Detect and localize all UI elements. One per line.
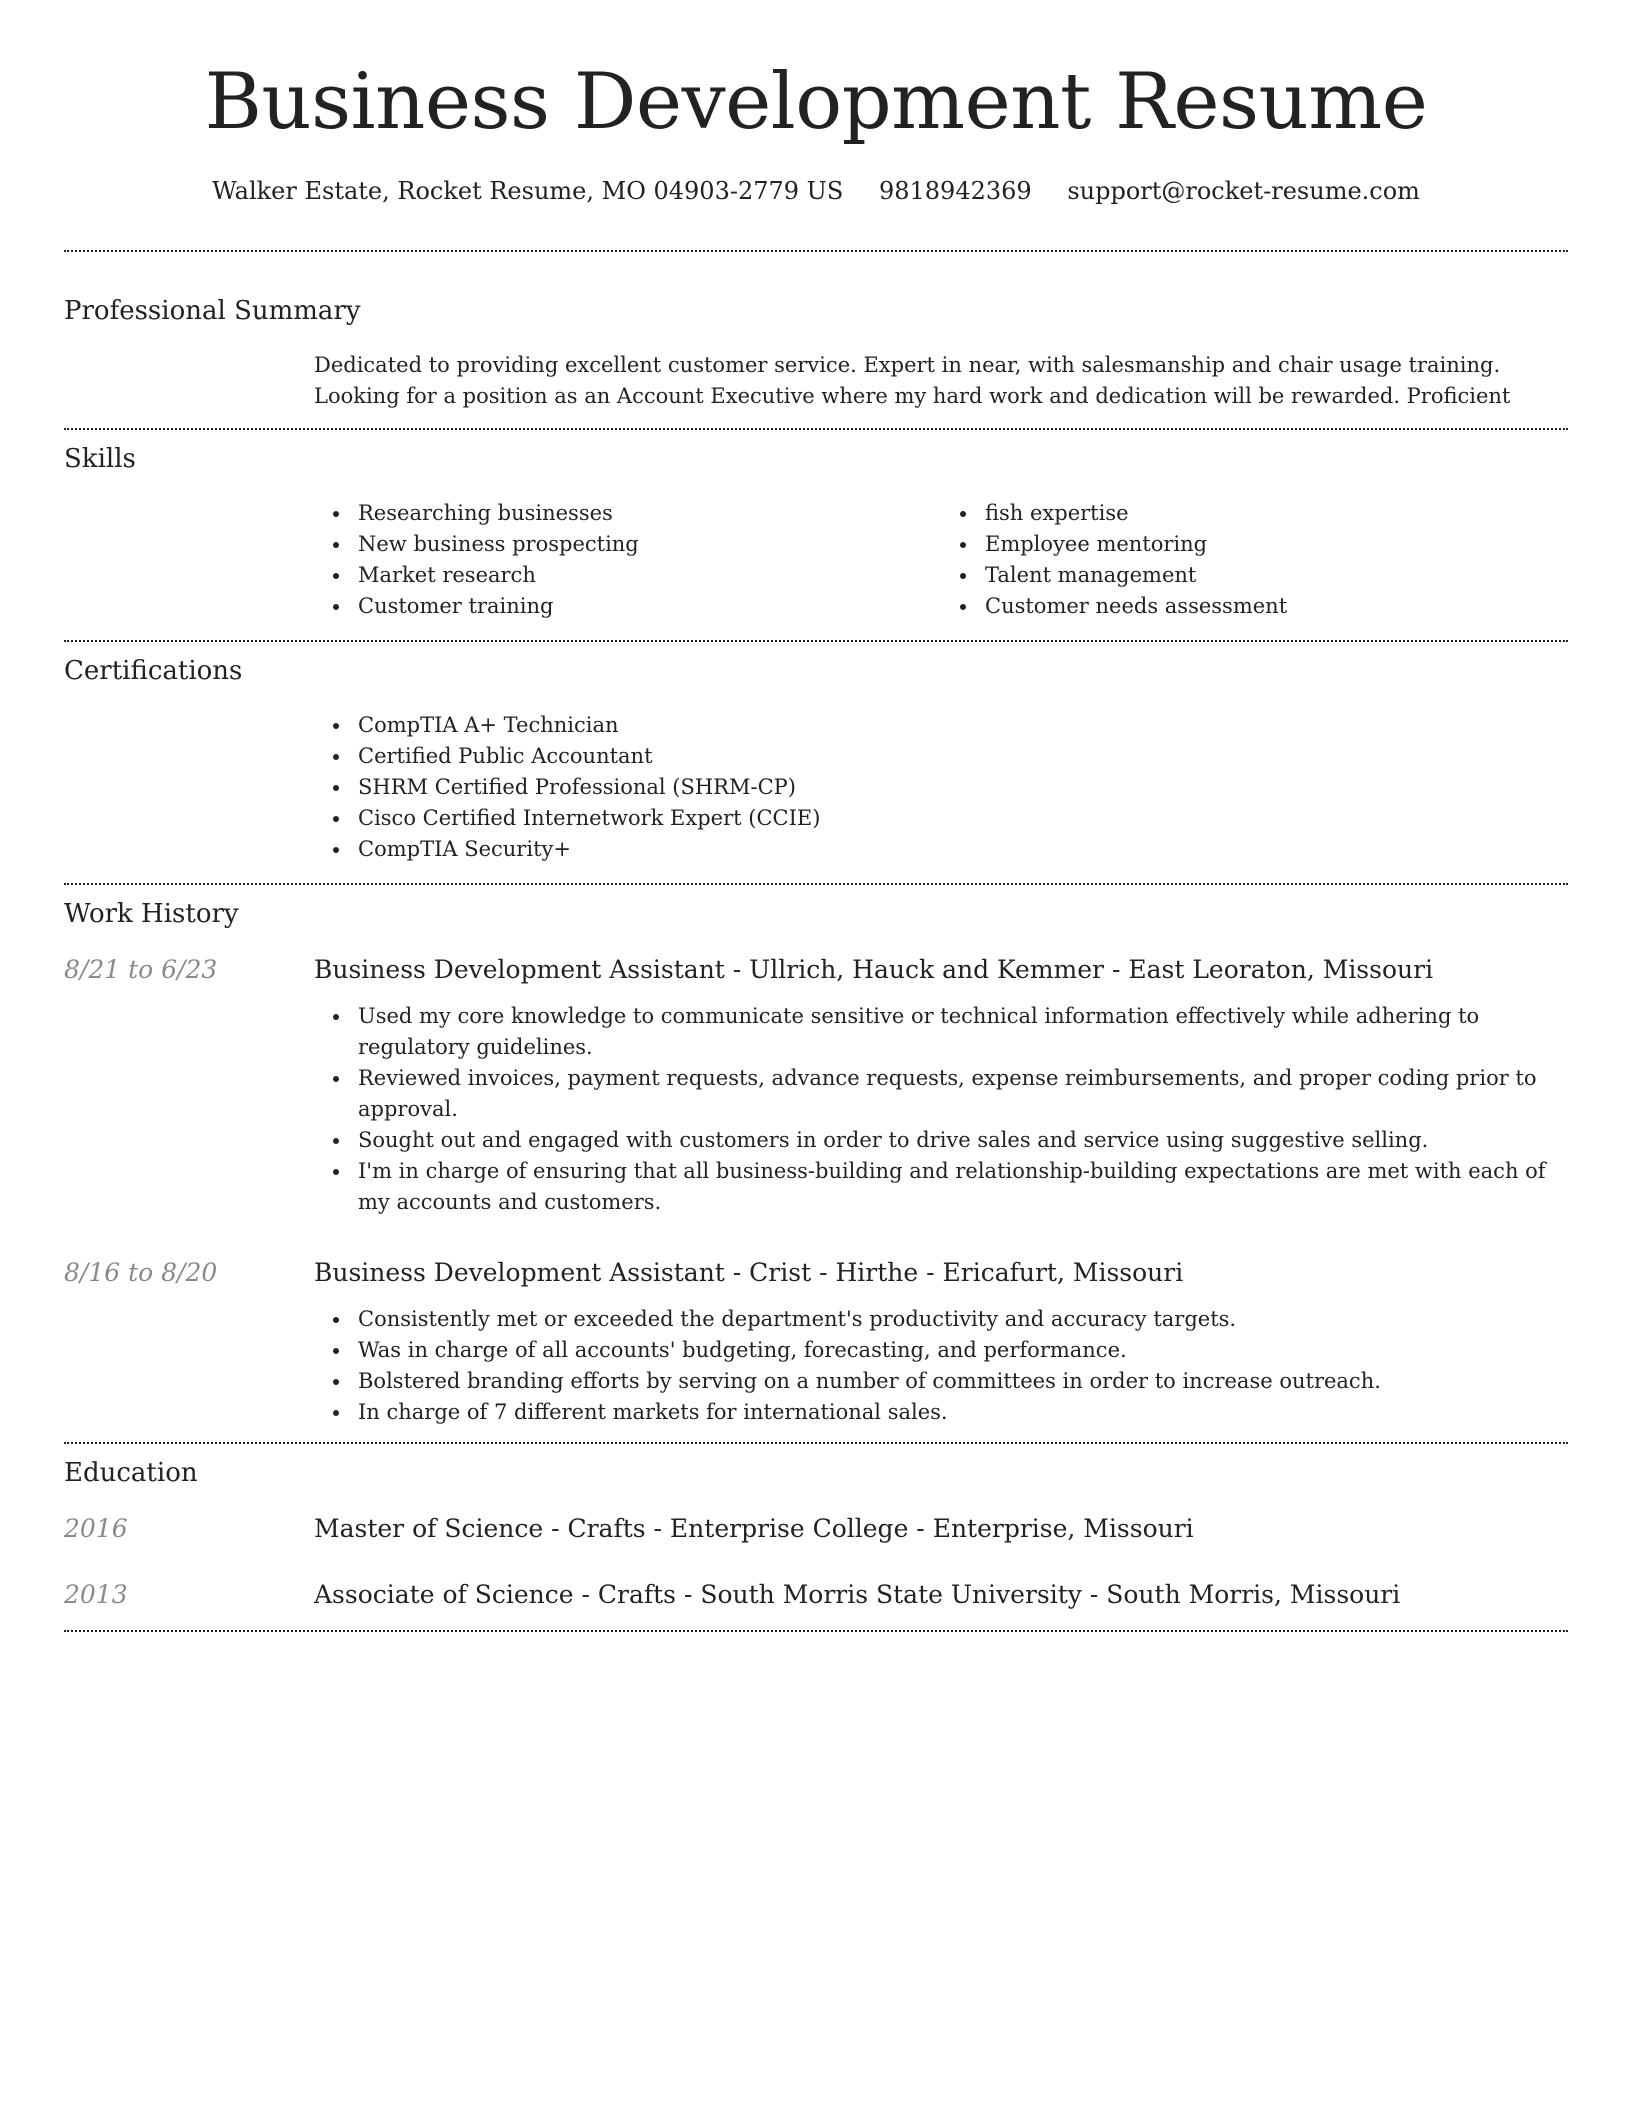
list-item: I'm in charge of ensuring that all business-building and relationship-building expectations are met with each of my accounts and customers. <box>358 1156 1568 1218</box>
section-title-work: Work History <box>64 899 239 929</box>
contact-info <box>64 174 1568 208</box>
skills-section <box>64 430 1568 640</box>
job-bullets <box>314 1001 1568 1218</box>
job-body <box>314 953 1568 1218</box>
list-item: In charge of 7 different markets for international sales. <box>358 1397 1568 1428</box>
job-heading: Business Development Assistant - Ullrich, Hauck and Kemmer - East Leoraton, Missouri <box>314 955 1434 984</box>
certifications-list <box>314 710 1568 865</box>
education-entry <box>64 1578 1568 1612</box>
list-item: Reviewed invoices, payment requests, advance requests, expense reimbursements, and proper coding prior to approval. <box>358 1063 1568 1125</box>
section-title-summary: Professional Summary <box>64 296 361 326</box>
list-item: New business prospecting <box>358 529 941 560</box>
list-item: Customer needs assessment <box>985 591 1568 622</box>
list-item: Consistently met or exceeded the department's productivity and accuracy targets. <box>358 1304 1568 1335</box>
list-item: Market research <box>358 560 941 591</box>
list-item: SHRM Certified Professional (SHRM-CP) <box>358 772 1568 803</box>
certifications-section <box>64 642 1568 883</box>
education-section <box>64 1444 1568 1630</box>
contact-phone: 9818942369 <box>878 177 1032 205</box>
education-heading: Master of Science - Crafts - Enterprise College - Enterprise, Missouri <box>314 1514 1194 1543</box>
list-item: Certified Public Accountant <box>358 741 1568 772</box>
list-item: CompTIA A+ Technician <box>358 710 1568 741</box>
list-item: Was in charge of all accounts' budgeting, forecasting, and performance. <box>358 1335 1568 1366</box>
education-heading: Associate of Science - Crafts - South Morris State University - South Morris, Missouri <box>314 1580 1401 1609</box>
section-title-education: Education <box>64 1458 198 1488</box>
list-item: Bolstered branding efforts by serving on a number of committees in order to increase outreach. <box>358 1366 1568 1397</box>
education-year: 2016 <box>64 1514 128 1543</box>
skills-list-right <box>941 498 1568 622</box>
section-title-certifications: Certifications <box>64 656 243 686</box>
certifications-content <box>314 710 1568 865</box>
contact-address: Walker Estate, Rocket Resume, MO 04903-2779 US <box>212 177 844 205</box>
section-title-skills: Skills <box>64 444 136 474</box>
list-item: Customer training <box>358 591 941 622</box>
divider <box>64 1630 1568 1632</box>
list-item: fish expertise <box>985 498 1568 529</box>
education-year: 2013 <box>64 1580 128 1609</box>
skills-grid <box>314 498 1568 622</box>
job-dates: 8/21 to 6/23 <box>64 955 218 984</box>
list-item: Talent management <box>985 560 1568 591</box>
contact-email: support@rocket-resume.com <box>1067 177 1420 205</box>
skills-list-left <box>314 498 941 622</box>
job-entry <box>64 953 1568 1218</box>
job-entry <box>64 1256 1568 1428</box>
job-heading: Business Development Assistant - Crist - Hirthe - Ericafurt, Missouri <box>314 1258 1184 1287</box>
job-body <box>314 1256 1568 1428</box>
professional-summary-section <box>64 252 1568 428</box>
list-item: Sought out and engaged with customers in order to drive sales and service using suggestive selling. <box>358 1125 1568 1156</box>
education-entry <box>64 1512 1568 1546</box>
job-bullets <box>314 1304 1568 1428</box>
list-item: Employee mentoring <box>985 529 1568 560</box>
summary-text: Dedicated to providing excellent customer service. Expert in near, with salesmanship and chair usage training. Looking for a position as an Account Executive where my hard work and dedication will be rewarded. Proficient <box>314 353 1511 408</box>
list-item: CompTIA Security+ <box>358 834 1568 865</box>
work-history-section <box>64 885 1568 1442</box>
list-item: Researching businesses <box>358 498 941 529</box>
list-item: Used my core knowledge to communicate sensitive or technical information effectively while adhering to regulatory guidelines. <box>358 1001 1568 1063</box>
job-dates: 8/16 to 8/20 <box>64 1258 218 1287</box>
list-item: Cisco Certified Internetwork Expert (CCIE) <box>358 803 1568 834</box>
resume-title: Business Development Resume <box>204 57 1428 147</box>
